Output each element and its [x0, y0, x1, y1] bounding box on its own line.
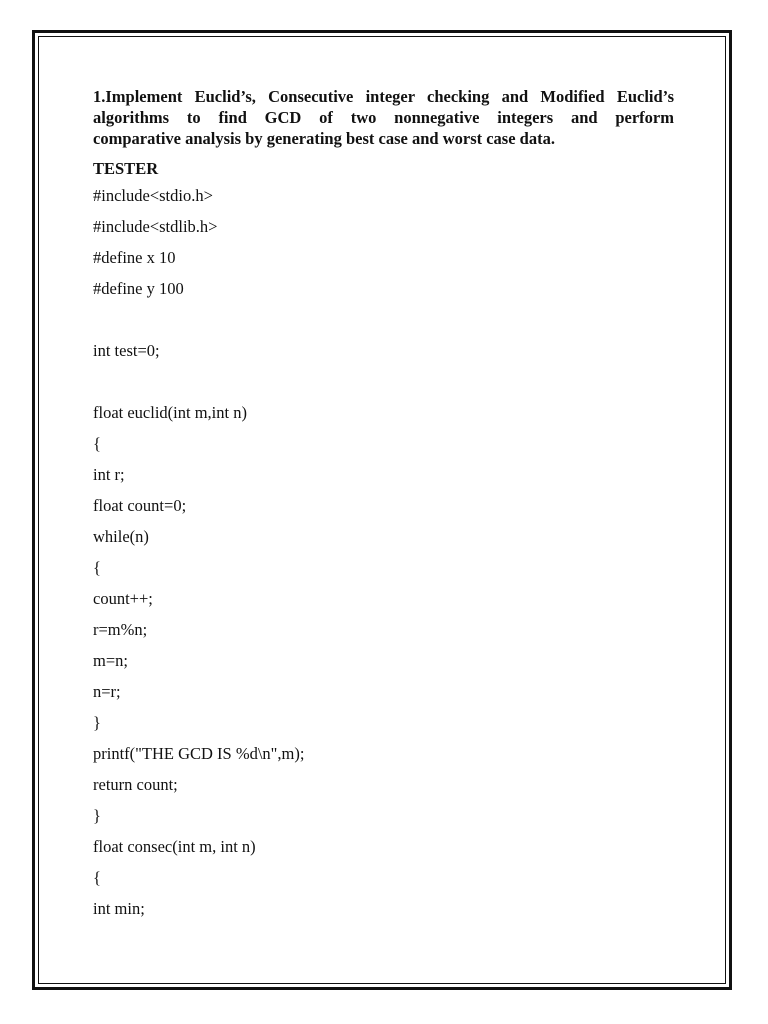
code-line: }	[93, 713, 101, 732]
code-line: #include<stdio.h>	[93, 186, 213, 205]
code-line: int min;	[93, 899, 145, 918]
code-line: #include<stdlib.h>	[93, 217, 218, 236]
code-line: {	[93, 434, 101, 453]
code-line: r=m%n;	[93, 620, 148, 639]
code-line: int r;	[93, 465, 125, 484]
code-line: #define y 100	[93, 279, 184, 298]
heading-line-2: algorithms to find GCD of two nonnegative integers and perform	[93, 108, 674, 127]
code-line: {	[93, 868, 101, 887]
code-line: return count;	[93, 775, 178, 794]
code-line: #define x 10	[93, 248, 176, 267]
code-line: int test=0;	[93, 341, 160, 360]
code-line: while(n)	[93, 527, 149, 546]
code-line: n=r;	[93, 682, 121, 701]
code-line: float consec(int m, int n)	[93, 837, 256, 856]
code-line: m=n;	[93, 651, 128, 670]
code-line: }	[93, 806, 101, 825]
code-block	[93, 180, 674, 924]
code-line: float count=0;	[93, 496, 187, 515]
blank-line	[93, 304, 674, 335]
code-line: {	[93, 558, 101, 577]
section-label-tester: TESTER	[93, 159, 159, 178]
heading-line-3: comparative analysis by generating best case and worst case data.	[93, 129, 555, 148]
code-line: count++;	[93, 589, 153, 608]
document-content	[93, 86, 674, 924]
code-line: float euclid(int m,int n)	[93, 403, 247, 422]
heading-line-1: 1.Implement Euclid’s, Consecutive integer checking and Modified Euclid’s	[93, 87, 674, 106]
blank-line	[93, 366, 674, 397]
question-heading	[93, 86, 674, 149]
code-line: printf("THE GCD IS %d\n",m);	[93, 744, 305, 763]
